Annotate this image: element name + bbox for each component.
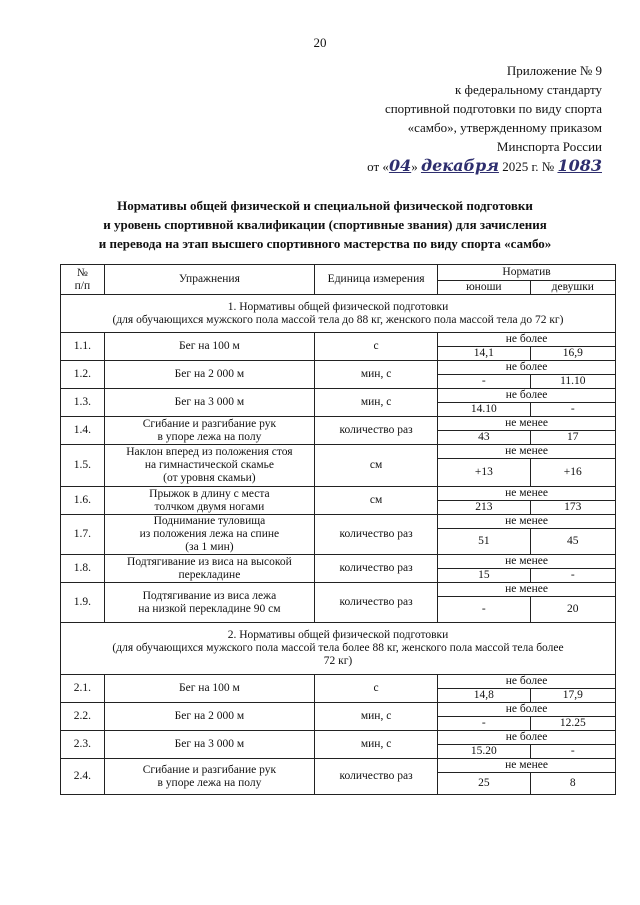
value-girls: 12.25 [530, 717, 615, 731]
header-norm: Норматив [438, 265, 616, 281]
table-row [61, 703, 616, 717]
table-row [61, 445, 616, 459]
exercise-line: Бег на 100 м [178, 340, 240, 352]
value-boys: 25 [438, 773, 531, 795]
unit: количество раз [315, 583, 438, 623]
exercise-line: в упоре лежа на полу [157, 430, 262, 443]
section-title-line: (для обучающихся мужского пола массой тела до 88 кг, женского пола массой тела до 72 кг) [112, 313, 564, 326]
section-title [61, 623, 616, 675]
handwritten-order-number: 1083 [557, 156, 602, 175]
norm-qualifier: не более [438, 333, 616, 347]
value-boys: 15.20 [438, 745, 531, 759]
title-line: и уровень спортивной квалификации (спортивные звания) для зачисления [103, 217, 547, 232]
value-boys: 15 [438, 569, 531, 583]
table-row [61, 731, 616, 745]
unit: мин, с [315, 389, 438, 417]
exercise-line: Прыжок в длину с места [149, 487, 270, 500]
row-number: 2.2. [61, 703, 105, 731]
value-boys: - [438, 717, 531, 731]
exercise-line: Бег на 2 000 м [174, 368, 245, 380]
header-girls: девушки [530, 281, 615, 295]
exercise-line: Бег на 2 000 м [174, 710, 245, 722]
value-girls: 17 [530, 431, 615, 445]
norm-qualifier: не менее [438, 487, 616, 501]
exercise-line: на гимнастической скамье [144, 459, 274, 471]
exercise-line: толчком двумя ногами [154, 500, 265, 513]
exercise-line: (от уровня скамьи) [163, 472, 256, 484]
row-number: 1.1. [61, 333, 105, 361]
exercise-name [104, 361, 314, 389]
header-num-line: № [76, 266, 88, 279]
exercise-line: Наклон вперед из положения стоя [126, 446, 293, 458]
header-row [61, 265, 616, 281]
table-row [61, 361, 616, 375]
table-row [61, 759, 616, 773]
value-boys: +13 [438, 459, 531, 487]
table-row [61, 333, 616, 347]
value-boys: 14.10 [438, 403, 531, 417]
exercise-name [104, 389, 314, 417]
value-girls: 11.10 [530, 375, 615, 389]
unit: мин, с [315, 361, 438, 389]
table-row [61, 515, 616, 529]
header-exercise: Упражнения [104, 265, 314, 295]
norm-qualifier: не менее [438, 417, 616, 431]
date-prefix: от « [367, 159, 389, 174]
unit: количество раз [315, 515, 438, 555]
exercise-name [104, 731, 314, 759]
section-row [61, 295, 616, 333]
value-girls: 8 [530, 773, 615, 795]
row-number: 1.9. [61, 583, 105, 623]
appendix-line: Приложение № 9 [506, 63, 602, 78]
section-title-line: (для обучающихся мужского пола массой тела более 88 кг, женского пола массой тела более [112, 642, 564, 654]
appendix-line: спортивной подготовки по виду спорта [384, 101, 602, 116]
row-number: 2.4. [61, 759, 105, 795]
exercise-line: Бег на 3 000 м [174, 396, 245, 408]
title-line: Нормативы общей физической и специальной физической подготовки [117, 198, 533, 213]
table-row [61, 555, 616, 569]
header-unit: Единица измерения [315, 265, 438, 295]
header-num-text [63, 267, 102, 293]
value-boys: 43 [438, 431, 531, 445]
exercise-name [104, 417, 314, 445]
value-girls: - [530, 403, 615, 417]
date-separator: » [411, 159, 418, 174]
row-number: 1.3. [61, 389, 105, 417]
row-number: 2.3. [61, 731, 105, 759]
row-number: 1.8. [61, 555, 105, 583]
handwritten-day: 04 [388, 156, 412, 175]
norm-qualifier: не менее [438, 445, 616, 459]
section-title-line: 2. Нормативы общей физической подготовки [227, 629, 449, 641]
value-girls: - [530, 745, 615, 759]
exercise-name [104, 703, 314, 731]
header-num [61, 265, 105, 295]
unit: количество раз [315, 417, 438, 445]
appendix-line: Минспорта России [496, 139, 602, 154]
norm-qualifier: не менее [438, 583, 616, 597]
norm-qualifier: не более [438, 675, 616, 689]
norm-qualifier: не менее [438, 759, 616, 773]
norm-qualifier: не более [438, 389, 616, 403]
norm-qualifier: не менее [438, 555, 616, 569]
exercise-name [104, 583, 314, 623]
unit: количество раз [315, 555, 438, 583]
exercise-name [104, 759, 314, 795]
exercise-line: (за 1 мин) [185, 541, 234, 553]
row-number: 1.5. [61, 445, 105, 487]
section-title-line: 72 кг) [323, 655, 353, 667]
norm-qualifier: не более [438, 731, 616, 745]
document-title [40, 196, 610, 253]
exercise-line: на низкой перекладине 90 см [138, 602, 281, 615]
exercise-line: Поднимание туловища [153, 515, 266, 527]
exercise-line: из положения лежа на спине [139, 528, 280, 540]
exercise-line: Сгибание и разгибание рук [142, 417, 277, 430]
unit: мин, с [315, 703, 438, 731]
handwritten-month: декабря [420, 156, 499, 175]
section-title-line: 1. Нормативы общей физической подготовки [227, 300, 449, 313]
exercise-name [104, 515, 314, 555]
exercise-line: Сгибание и разгибание рук [142, 763, 277, 776]
value-boys: 14,8 [438, 689, 531, 703]
norms-table [60, 264, 616, 795]
value-girls: 17,9 [530, 689, 615, 703]
unit: количество раз [315, 759, 438, 795]
exercise-name [104, 445, 314, 487]
value-boys: - [438, 597, 531, 623]
value-girls: 20 [530, 597, 615, 623]
row-number: 1.2. [61, 361, 105, 389]
value-girls: 45 [530, 529, 615, 555]
table-row [61, 583, 616, 597]
date-year: 2025 г. № [502, 159, 555, 174]
table-row [61, 487, 616, 501]
value-girls: - [530, 569, 615, 583]
unit: см [315, 445, 438, 487]
unit: см [315, 487, 438, 515]
exercise-line: в упоре лежа на полу [157, 776, 262, 789]
exercise-line: Подтягивание из виса на высокой [127, 555, 292, 568]
exercise-line: перекладине [178, 568, 241, 581]
value-boys: 213 [438, 501, 531, 515]
table-row [61, 389, 616, 403]
row-number: 1.6. [61, 487, 105, 515]
table-row [61, 417, 616, 431]
value-boys: - [438, 375, 531, 389]
table-row [61, 675, 616, 689]
exercise-line: Бег на 3 000 м [174, 738, 245, 750]
header-boys: юноши [438, 281, 531, 295]
value-girls: +16 [530, 459, 615, 487]
row-number: 1.7. [61, 515, 105, 555]
order-date-line [302, 156, 602, 176]
row-number: 2.1. [61, 675, 105, 703]
exercise-line: Подтягивание из виса лежа [142, 589, 277, 602]
unit: с [315, 333, 438, 361]
appendix-line: к федеральному стандарту [454, 82, 602, 97]
exercise-name [104, 333, 314, 361]
appendix-block [302, 61, 602, 176]
exercise-name [104, 487, 314, 515]
norm-qualifier: не более [438, 703, 616, 717]
exercise-line: Бег на 100 м [178, 682, 240, 694]
exercise-name [104, 675, 314, 703]
value-girls: 173 [530, 501, 615, 515]
page-number: 20 [313, 35, 327, 50]
norm-qualifier: не менее [438, 515, 616, 529]
row-number: 1.4. [61, 417, 105, 445]
value-girls: 16,9 [530, 347, 615, 361]
header-num-line: п/п [74, 279, 91, 292]
section-title [61, 295, 616, 333]
unit: с [315, 675, 438, 703]
value-boys: 14,1 [438, 347, 531, 361]
unit: мин, с [315, 731, 438, 759]
norm-qualifier: не более [438, 361, 616, 375]
appendix-line: «самбо», утвержденному приказом [407, 120, 602, 135]
title-line: и перевода на этап высшего спортивного мастерства по виду спорта «самбо» [98, 236, 552, 251]
value-boys: 51 [438, 529, 531, 555]
exercise-name [104, 555, 314, 583]
section-row [61, 623, 616, 675]
